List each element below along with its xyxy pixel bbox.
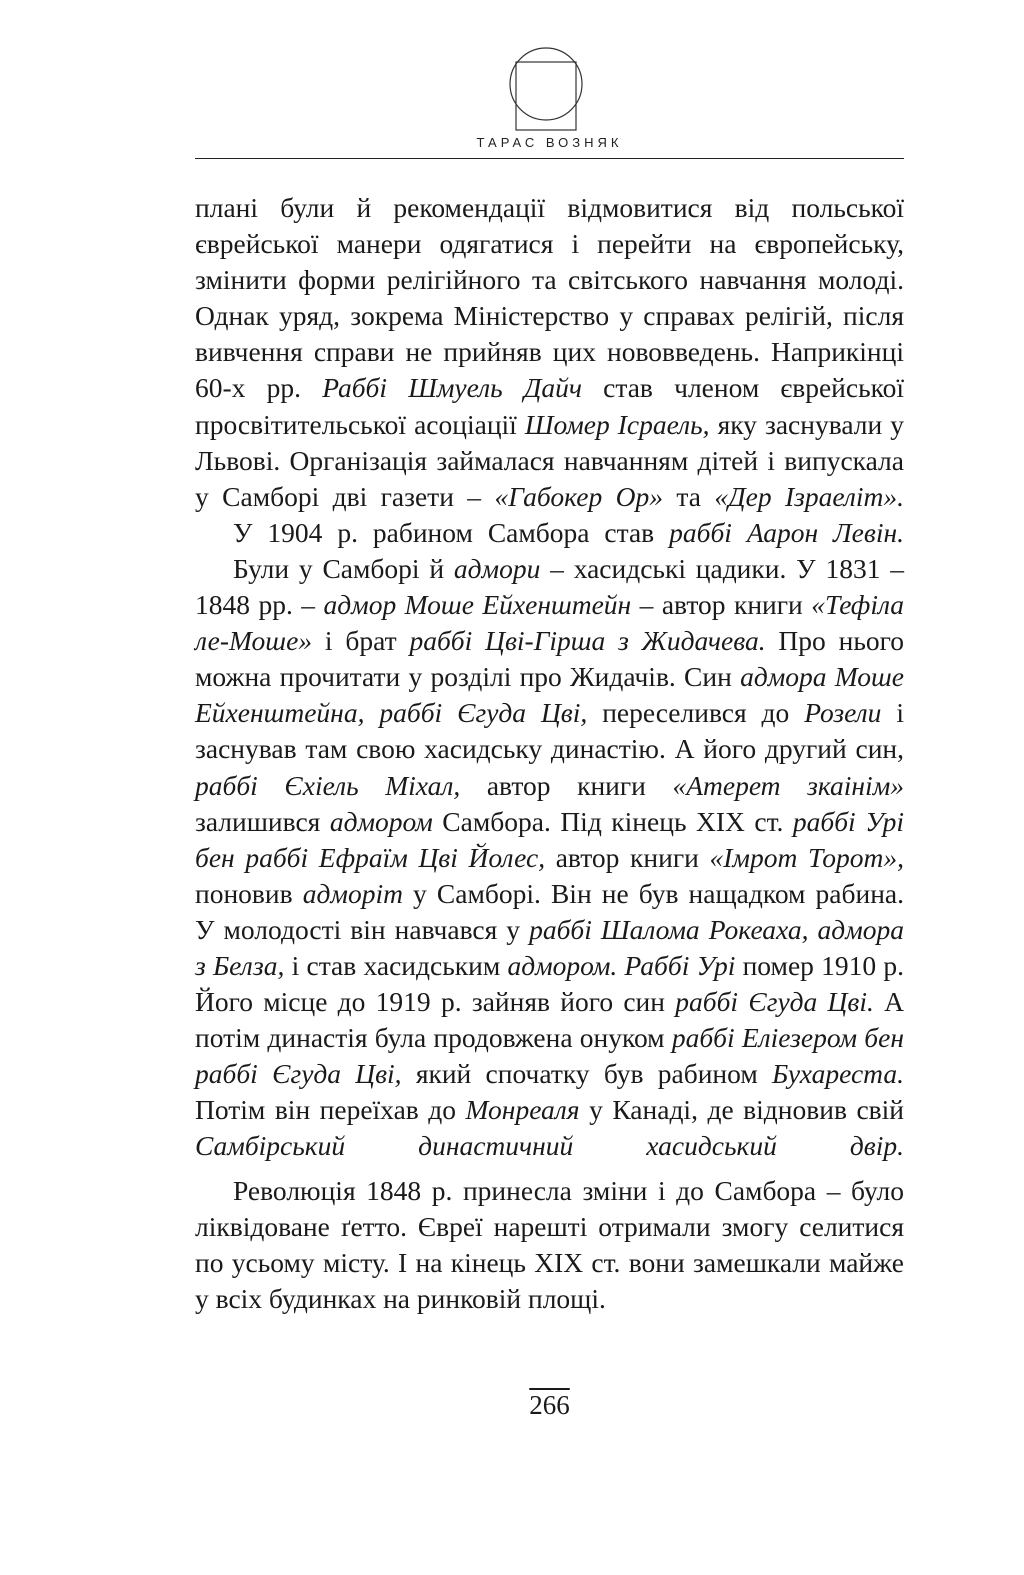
- text-run: Революція 1848 р. принесла зміни і до Самбора – було ліквідоване ґетто. Євреї нарешті отримали змогу селитися по усьому місту. І на кінець XIX ст. вони замешкали майже у всіх будинках на ринковій площі.: [195, 1174, 904, 1314]
- italic-text: «Атерет зкаінім»: [672, 769, 905, 801]
- text-run: у Самборі. Він не був нащадком рабина. У молодості він навчався у: [195, 877, 905, 945]
- text-run: Потім він переїхав до: [195, 1094, 466, 1126]
- italic-text: адмори: [453, 552, 541, 584]
- italic-text: адмором. Раббі Урі: [507, 949, 736, 981]
- italic-text: адмор Моше Ейхенштейн: [323, 589, 632, 621]
- italic-text: «Габокер Ор»: [494, 480, 664, 512]
- italic-text: Розели: [804, 697, 882, 729]
- italic-text: раббі Урі бен раббі Ефраїм Цві Йолес,: [195, 805, 904, 873]
- text-run: та: [663, 480, 715, 512]
- text-run: і став хасидським: [284, 949, 508, 981]
- circle-square-emblem-icon: [508, 44, 584, 136]
- italic-text: «Тефіла ле-Моше»: [195, 589, 905, 657]
- italic-text: адмора Моше Ейхенштейна, раббі Єгуда Цві,: [195, 661, 904, 729]
- text-run: – хасидські цадики. У 1831 – 1848 рр. –: [195, 552, 905, 621]
- paragraph: [195, 1173, 904, 1317]
- italic-text: раббі Аарон Левін.: [669, 516, 904, 548]
- text-run: Про нього можна прочитати у розділі про Жидачів. Син: [195, 625, 904, 693]
- paragraph: [195, 190, 904, 515]
- text-run: залишився: [195, 805, 330, 837]
- italic-text: адмором: [329, 805, 433, 837]
- italic-text: раббі Еліезером бен раббі Єгуда Цві,: [195, 1022, 904, 1090]
- text-run: А потім династія була продовжена онуком: [195, 986, 904, 1054]
- italic-text: «Імрот Торот»,: [709, 841, 905, 873]
- text-run: автор книги: [545, 841, 710, 873]
- text-run: плані були й рекомендації відмовитися від польської єврейської манери одягатися і перейти на європейську, змінити форми релігійного та світського навчання молоді. Однак уряд, зокрема Міністерство у справах релігій, після вивчення справи не прийняв цих нововведень. Наприкінці 60-х рр.: [195, 192, 904, 404]
- italic-text: Монреаля: [465, 1094, 580, 1126]
- text-run: помер 1910 р. Його місце до 1919 р. зайняв його син: [195, 949, 904, 1018]
- italic-text: «Дер Ізраеліт».: [714, 480, 905, 512]
- text-run: став членом єврейської просвітительської асоціації: [195, 372, 904, 440]
- text-run: автор книги: [460, 769, 673, 801]
- running-head: ТАРАС ВОЗНЯК: [476, 135, 623, 150]
- italic-text: Шомер Ісраель,: [524, 408, 710, 440]
- paragraph: [195, 515, 904, 551]
- italic-text: Самбірський династичний хасидський двір.: [195, 1130, 904, 1162]
- text-run: який спочатку був рабином: [401, 1058, 773, 1090]
- text-run: яку заснували у Львові. Організація займалася навчанням дітей і випускала у Самборі дві газети –: [195, 408, 904, 512]
- page-number: 266: [529, 1390, 570, 1420]
- header-rule: [195, 158, 904, 159]
- italic-text: раббі Єхіель Міхал,: [195, 769, 461, 801]
- text-run: – автор книги: [631, 589, 812, 621]
- text-run: У 1904 р. рабином Самбора став: [233, 516, 670, 548]
- text-run: Були у Самборі й: [233, 552, 454, 584]
- text-run: поновив: [195, 877, 303, 909]
- text-run: і брат: [312, 625, 410, 657]
- italic-text: адморіт: [302, 877, 403, 909]
- text-run: Самбора. Під кінець XIX ст.: [432, 805, 793, 837]
- text-run: і заснував там свою хасидську династію. А його другий син,: [195, 697, 904, 765]
- text-run: переселився до: [587, 697, 805, 729]
- italic-text: раббі Єгуда Цві.: [675, 986, 874, 1018]
- paragraph: [195, 551, 904, 1165]
- italic-text: Раббі Шмуель Дайч: [322, 372, 582, 404]
- italic-text: раббі Шалома Рокеаха, адмора з Белза,: [195, 913, 904, 981]
- italic-text: раббі Цві-Гірша з Жидачева.: [409, 625, 766, 657]
- body-text: [195, 190, 904, 1317]
- text-run: у Канаді, де відновив свій: [579, 1094, 904, 1126]
- italic-text: Бухареста.: [772, 1058, 904, 1090]
